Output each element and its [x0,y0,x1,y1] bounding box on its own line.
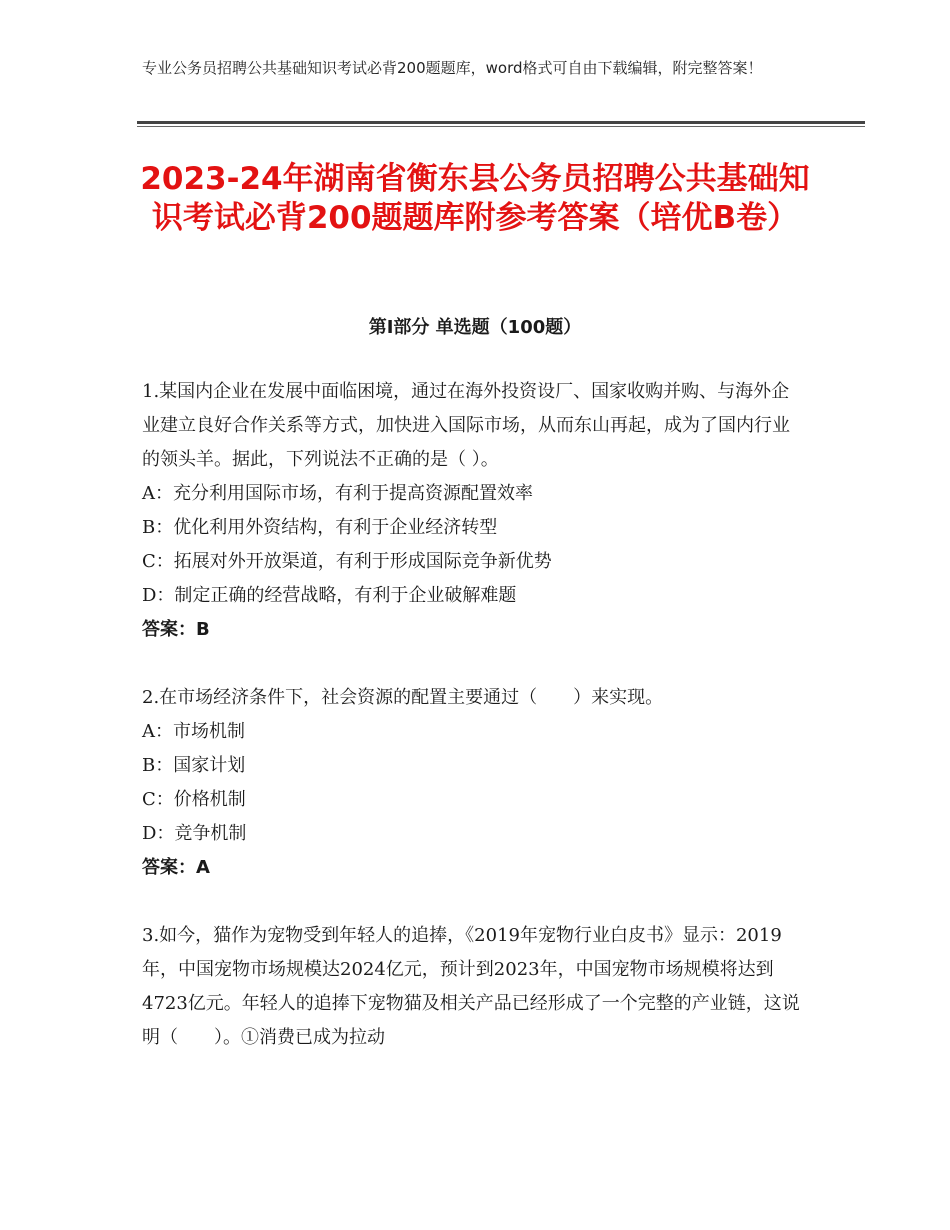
answer: 答案：A [142,857,210,878]
section-title: 第Ⅰ部分 单选题（100题） [368,317,582,338]
document-title: 2023-24年湖南省衡东县公务员招聘公共基础知识考试必背200题题库附参考答案（培优B卷） [140,161,810,236]
option-b: B：优化利用外资结构，有利于企业经济转型 [142,517,498,538]
option-d: D：竞争机制 [142,823,247,844]
header-divider-thick [137,121,865,124]
question-3 [142,919,802,1055]
option-a: A：市场机制 [142,721,245,742]
header-divider-thin [137,126,865,127]
option-c: C：拓展对外开放渠道，有利于形成国际竞争新优势 [142,551,552,572]
answer: 答案：B [142,619,210,640]
option-b: B：国家计划 [142,755,246,776]
question-1 [142,375,802,647]
option-c: C：价格机制 [142,789,246,810]
question-2 [142,681,802,885]
question-list [142,375,802,1089]
question-stem: 1.某国内企业在发展中面临困境，通过在海外投资设厂、国家收购并购、与海外企业建立良好合作关系等方式，加快进入国际市场，从而东山再起，成为了国内行业的领头羊。据此，下列说法不正确的是（ ）。 [142,381,790,470]
option-d: D：制定正确的经营战略，有利于企业破解难题 [142,585,517,606]
header-note: 专业公务员招聘公共基础知识考试必背200题题库，word格式可自由下载编辑，附完整答案！ [142,59,763,77]
option-a: A：充分利用国际市场，有利于提高资源配置效率 [142,483,533,504]
question-stem: 3.如今，猫作为宠物受到年轻人的追捧，《2019年宠物行业白皮书》显示：2019年，中国宠物市场规模达2024亿元，预计到2023年，中国宠物市场规模将达到4723亿元。年轻人的追捧下宠物猫及相关产品已经形成了一个完整的产业链，这说明（ ）。①消费已成为拉动 [142,925,800,1048]
question-stem: 2.在市场经济条件下，社会资源的配置主要通过（ ）来实现。 [142,687,664,708]
